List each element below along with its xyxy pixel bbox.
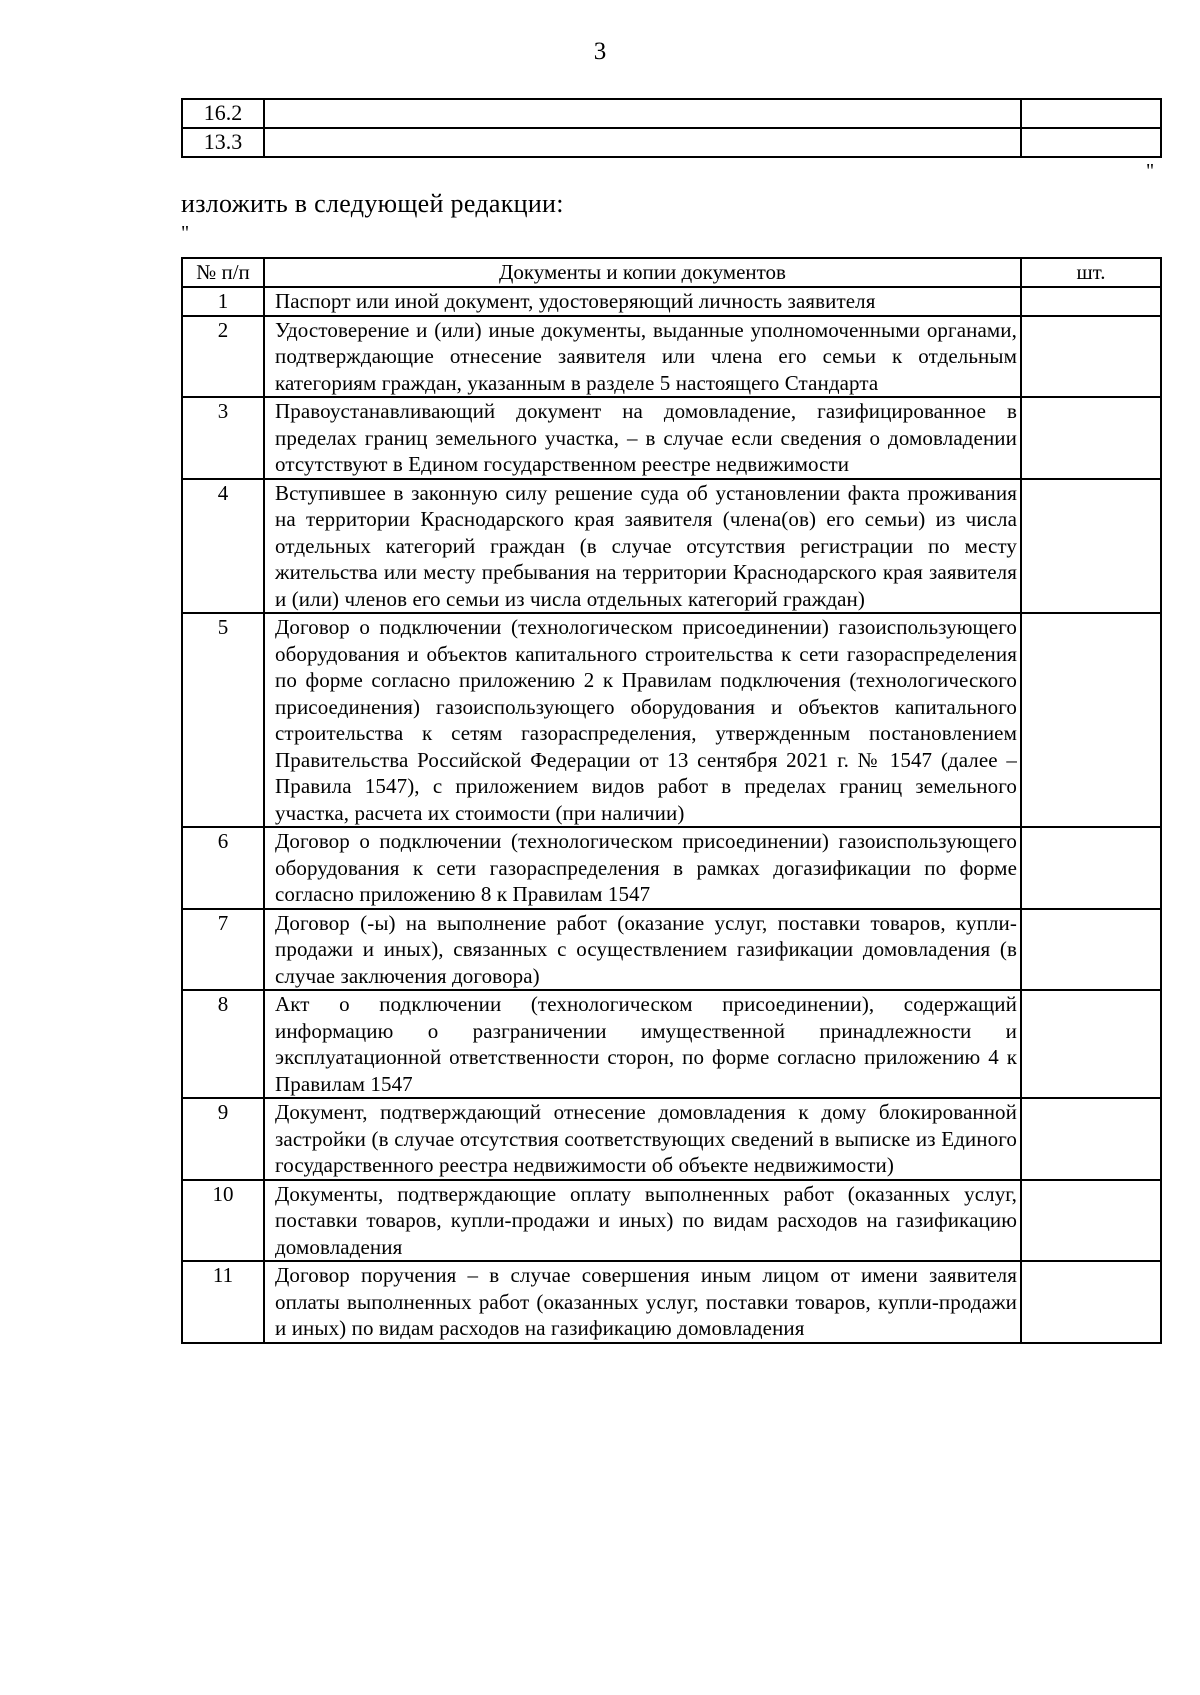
row-description: Договор о подключении (технологическом присоединении) газоиспользующего оборудования и объектов капитального строительства к сети газораспределения по форме согласно приложению 2 к Правилам подключения (технологического присоединения) газоиспользующего оборудования и объектов капитального строительства к сетям газораспределения, утвержденным постановлением Правительства Российской Федерации от 13 сентября 2021 г. № 1547 (далее – Правила 1547), с приложением видов работ в пределах границ земельного участка, расчета их стоимости (при наличии) [264,613,1021,827]
table-row [182,479,1161,614]
row-number: 2 [182,316,264,398]
row-quantity [1021,128,1161,157]
intro-text: изложить в следующей редакции: [181,189,564,218]
row-description: Договор (-ы) на выполнение работ (оказание услуг, поставки товаров, купли-продажи и иных), связанных с осуществлением газификации домовладения (в случае заключения договора) [264,909,1021,991]
row-number: 10 [182,1180,264,1262]
header-quantity: шт. [1021,258,1161,287]
row-description: Договор о подключении (технологическом присоединении) газоиспользующего оборудования к сети газораспределения в рамках догазификации по форме согласно приложению 8 к Правилам 1547 [264,827,1021,909]
previous-table-fragment [181,98,1162,158]
row-description: Документ, подтверждающий отнесение домовладения к дому блокированной застройки (в случае отсутствия соответствующих сведений в выписке из Единого государственного реестра недвижимости об объекте недвижимости) [264,1098,1021,1180]
table-row [182,1261,1161,1343]
table-row [182,397,1161,479]
row-number: 11 [182,1261,264,1343]
row-number: 8 [182,990,264,1098]
row-quantity [1021,827,1161,909]
row-quantity [1021,613,1161,827]
row-number: 1 [182,287,264,316]
table-row [182,909,1161,991]
table-row [182,128,1161,157]
documents-table [181,257,1162,1344]
table-row [182,990,1161,1098]
row-quantity [1021,479,1161,614]
closing-quote: " [1146,160,1155,182]
table-row [182,1098,1161,1180]
page-number: 3 [593,38,607,65]
row-number: 7 [182,909,264,991]
table-row [182,287,1161,316]
row-description: Паспорт или иной документ, удостоверяющий личность заявителя [264,287,1021,316]
row-quantity [1021,397,1161,479]
row-number: 16.2 [182,99,264,128]
row-quantity [1021,99,1161,128]
row-description: Документы, подтверждающие оплату выполненных работ (оказанных услуг, поставки товаров, купли-продажи и иных) по видам расходов на газификацию домовладения [264,1180,1021,1262]
row-quantity [1021,1098,1161,1180]
row-number: 9 [182,1098,264,1180]
row-description [264,99,1021,128]
header-number: № п/п [182,258,264,287]
table-row [182,827,1161,909]
row-number: 13.3 [182,128,264,157]
row-quantity [1021,287,1161,316]
row-quantity [1021,909,1161,991]
opening-quote: " [181,222,190,244]
row-number: 6 [182,827,264,909]
table-header-row [182,258,1161,287]
row-description: Акт о подключении (технологическом присоединении), содержащий информацию о разграничении имущественной принадлежности и эксплуатационной ответственности сторон, по форме согласно приложению 4 к Правилам 1547 [264,990,1021,1098]
row-number: 3 [182,397,264,479]
table-row [182,1180,1161,1262]
row-description: Договор поручения – в случае совершения иным лицом от имени заявителя оплаты выполненных работ (оказанных услуг, поставки товаров, купли-продажи и иных) по видам расходов на газификацию домовладения [264,1261,1021,1343]
row-description [264,128,1021,157]
header-documents: Документы и копии документов [264,258,1021,287]
row-description: Вступившее в законную силу решение суда об установлении факта проживания на территории Краснодарского края заявителя (члена(ов) его семьи) из числа отдельных категорий граждан (в случае отсутствия регистрации по месту жительства или месту пребывания на территории Краснодарского края заявителя и (или) членов его семьи из числа отдельных категорий граждан) [264,479,1021,614]
row-quantity [1021,316,1161,398]
row-description: Удостоверение и (или) иные документы, выданные уполномоченными органами, подтверждающие отнесение заявителя или члена его семьи к отдельным категориям граждан, указанным в разделе 5 настоящего Стандарта [264,316,1021,398]
row-number: 4 [182,479,264,614]
row-number: 5 [182,613,264,827]
row-quantity [1021,990,1161,1098]
row-quantity [1021,1261,1161,1343]
row-quantity [1021,1180,1161,1262]
table-row [182,316,1161,398]
table-row [182,99,1161,128]
table-row [182,613,1161,827]
row-description: Правоустанавливающий документ на домовладение, газифицированное в пределах границ земельного участка, – в случае если сведения о домовладении отсутствуют в Едином государственном реестре недвижимости [264,397,1021,479]
